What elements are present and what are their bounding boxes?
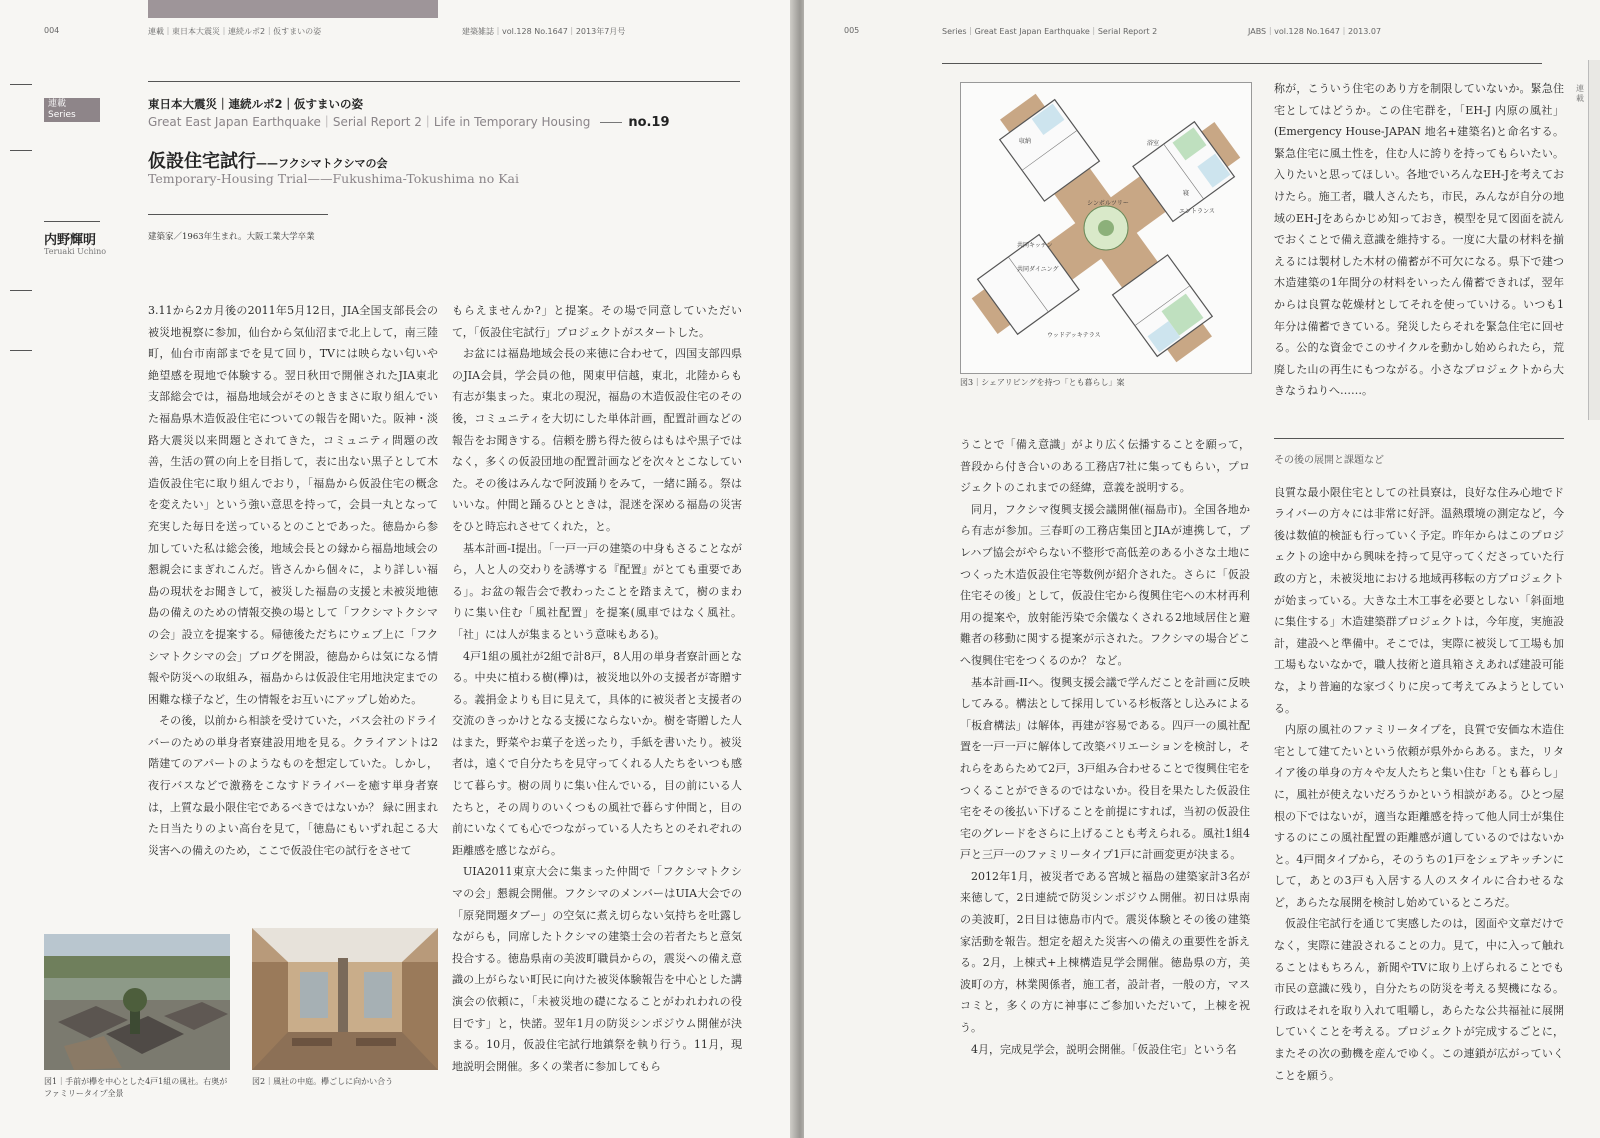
right-body-column-1 xyxy=(960,434,1250,1060)
paragraph: 同月，フクシマ復興支援会議開催(福島市)。全国各地から有志が参加。三春町の工務店集団とJIAが連携して，プレハブ協会がやらない不整形で高低差のある小さな土地につくった木造仮設住宅等数例が紹介された。さらに「仮設住宅その後」として，仮設住宅から復興住宅への木材再利用の提案や，放射能汚染で余儀なくされる2地域居住と避難者の移動に関する提案が示された。フクシマの場合どこへ復興住宅をつくるのか？ など。 xyxy=(960,502,1250,667)
page-number-right: 005 xyxy=(844,26,860,35)
running-head-journal-en: JABS｜vol.128 No.1647｜2013.07 xyxy=(1248,27,1382,36)
margin-tick xyxy=(10,290,32,291)
paragraph: うことで「備え意識」がより広く伝播することを願って，普段から付き合いのある工務店7社に集ってもらい，プロジェクトのこれまでの経緯，意義を説明する。 xyxy=(960,438,1250,495)
series-title-en: Great East Japan Earthquake｜Serial Report 2｜Life in Temporary Housing xyxy=(148,115,591,129)
series-title-jp: 東日本大震災｜連続ルポ2｜仮すまいの姿 xyxy=(148,97,363,111)
page-edge-tab xyxy=(1588,60,1600,420)
paragraph: UIA2011東京大会に集まった仲間で「フクシマトクシマの会」懇親会開催。フクシマのメンバーはUIA大会での「原発問題タブー」の空気に煮え切らない気持ちを吐露しながらも，同席したトクシマの建築士会の若者たちと意気投合する。徳島県南の美波町職員からの，震災への備え意識の上がらない町民に向けた被災体験報告を中心とした講演会の依頼に，「未被災地の礎になることがわれわれの役目です」と，快諾。翌年1月の防災シンポジウム開催が決まる。10月，仮設住宅試行地鎮祭を執り行う。11月，現地説明会開催。多くの業者に参加してもら xyxy=(452,865,742,1073)
series-badge-jp: 連載 xyxy=(48,99,67,109)
article-title-en: Temporary-Housing Trial——Fukushima-Tokushima no Kai xyxy=(148,171,520,186)
paragraph: 基本計画-I提出。「一戸一戸の建築の中身もさることながら，人と人の交わりを誘導する『配置』がとても重要である」。お盆の報告会で教わったことを踏まえて，樹のまわりに集い住む「風社配置」を提案(風車ではなく風社。「社」には人が集まるという意味もある)。 xyxy=(452,541,742,641)
right-body-column-2-bottom xyxy=(1274,444,1564,1086)
author-name-en: Teruaki Uchino xyxy=(44,247,107,256)
fig2-caption: 図2｜風社の中庭。欅ごしに向かい合う xyxy=(252,1077,394,1086)
author-name-jp: 内野輝明 xyxy=(44,233,97,248)
body-column-1 xyxy=(148,300,438,861)
series-dash xyxy=(600,122,622,123)
paragraph: 仮設住宅試行を通じて実感したのは，図面や文章だけでなく，実際に建設されることの力。見て，中に入って触れることはもちろん，新聞やTVに取り上げられることでも市民の意識に残り，自分たちの防災を考える契機になる。行政はそれを取り入れて咀嚼し，あらたな公共福祉に展開していくことを考える。プロジェクトが完成するごとに，またその次の動機を産んでゆく。この連鎖が広がっていくことを願う。 xyxy=(1274,917,1564,1082)
header-color-bar xyxy=(148,0,438,18)
series-title-en-line xyxy=(148,113,670,130)
section-rule xyxy=(1274,438,1564,439)
fig2-photo-courtyard xyxy=(252,928,438,1070)
paragraph: 基本計画-IIへ。復興支援会議で学んだことを計画に反映してみる。構法として採用している杉板落とし込みによる「板倉構法」は解体，再建が容易である。四戸一の風社配置を一戸一戸に解体して改築バリエーションを検討し，それらをあらためて2戸，3戸組み合わせることで復興住宅をつくることができるのではないか。役目を果たした仮設住宅をその後払い下げることを前提にすれば，当初の仮設住宅のグレードをさらに上げることも考えられる。風社1組4戸と三戸一のファミリータイプ1戸に計画変更が決まる。 xyxy=(960,675,1250,862)
author-rule xyxy=(44,221,100,222)
series-badge xyxy=(44,98,100,122)
article-title xyxy=(148,147,387,173)
paragraph: 称が，こういう住宅のあり方を制限していないか。緊急住宅としてはどうか。この住宅群を，「EH-J 内原の風社」(Emergency House-JAPAN 地名+建築名)と命名する。緊急住宅に風土性を，住む人に誇りを持ってもらいたい。入りたいと思ってほしい。各地でいろんなEH-Jを考えておけたら。施工者，職人さんたち，市民，みんなが自分の地域のEH-Jをあらかじめ知っておき，模型を見て図面を読んでおくことで備え意識を維持する。一度に大量の材料を揃えるには製材した木材の備蓄が不可欠になる。県下で建つ木造建築の1年間分の材料をいったん備蓄できれば，翌年からは良質な乾燥材としてそれを使っていける。いつも1年分は備蓄できている。発災したらそれを緊急住宅に回せる。公的な資金でこのサイクルを動かし始められたら，荒廃した山の再生にもつながる。小さなプロジェクトから大きなうねりへ……。 xyxy=(1274,82,1564,398)
bio-rule xyxy=(148,214,328,215)
running-head-series-en: Series｜Great East Japan Earthquake｜Serial Report 2 xyxy=(942,27,1158,36)
paragraph: 3.11から2カ月後の2011年5月12日，JIA全国支部長会の被災地視察に参加，仙台から気仙沼まで北上して，南三陸町，仙台市南部までを見て回り，TVには映らない匂いや絶望感を現地で体験する。翌日秋田で開催されたJIA東北支部総会では，福島地域会がそのときまさに取り組んでいた福島県木造仮設住宅についての報告を聞いた。阪神・淡路大震災以来問題とされてきた，コミュニティ問題の改善，生活の質の向上を目指して，表に出ない黒子として木造仮設住宅に取り組んでおり，「福島から仮設住宅の概念を変えたい」という強い意思を持って，会員一丸となって充実した毎日を送っているとのことであった。徳島から参加していた私は総会後，地域会長との縁から福島地域会の懇親会にまぎれこんだ。皆さんから個々に，より詳しい福島の現状をお聞きして，被災した福島の支援と未被災地徳島の備えのための情報交換の場として「フクシマトクシマの会」設立を提案する。帰徳後ただちにウェブ上に「フクシマトクシマの会」ブログを開設，徳島からは気になる情報や防災への取組み，福島からは仮設住宅用地決定までの困難な様子など，生の情報をお互いにアップし始めた。 xyxy=(148,304,438,706)
paragraph: もらえませんか?」と提案。その場で同意していただいて，「仮設住宅試行」プロジェクトがスタートした。 xyxy=(452,304,742,339)
fig3-floor-plan xyxy=(960,82,1252,374)
plan-label-symbol-tree: シンボルツリー xyxy=(1087,200,1129,207)
fig3-caption: 図3｜シェアリビングを持つ「とも暮らし」案 xyxy=(960,378,1125,387)
margin-tick xyxy=(10,150,32,151)
article-title-main: 仮設住宅試行 xyxy=(148,151,256,172)
plan-label-kitchen: 共同キッチン xyxy=(1017,242,1053,249)
margin-tick xyxy=(10,84,32,85)
plan-label-wood-deck: ウッドデッキテラス xyxy=(1047,332,1101,339)
body-column-2 xyxy=(452,300,742,1077)
margin-tick xyxy=(10,350,32,351)
plan-label-bath: 浴室 xyxy=(1147,140,1160,147)
plan-label-entry: エントランス xyxy=(1179,208,1215,215)
paragraph: 4戸1組の風社が2組で計8戸，8人用の単身者寮計画となる。中央に植わる樹(欅)は，被災地以外の支援者が寄贈する。義捐金よりも目に見えて，具体的に被災者と支援者の交流のきっかけとなる支援にならないか。樹を寄贈した人はまた，野菜やお菓子を送ったり，手紙を書いたり。被災者は，遠くで自分たちを見守ってくれる人たちをいつも感じて暮らす。樹の周りに集い住んでいる，目の前にいる人たちと，その周りのいくつもの風社で暮らす仲間と，目の前にいなくても心でつながっている人たちとのそれぞれの距離感を感じながら。 xyxy=(452,649,742,857)
plan-label-storage: 収納 xyxy=(1019,138,1032,145)
running-head-journal: 建築雑誌｜vol.128 No.1647｜2013年7月号 xyxy=(462,27,626,36)
fig1-photo-houses xyxy=(44,934,230,1070)
header-rule xyxy=(148,81,740,82)
plan-label-dining: 共同ダイニング xyxy=(1017,266,1059,273)
article-title-sub: ——フクシマトクシマの会 xyxy=(256,157,388,170)
fig1-caption: 図1｜手前が欅を中心とした4戸1組の風社。右奥がファミリータイプ全景 xyxy=(44,1077,228,1098)
paragraph: 2012年1月，被災者である宮城と福島の建築家計3名が来徳して，2日連続で防災シンポジウム開催。初日は県南の美波町，2日目は徳島市内で。震災体験とその後の建築家活動を報告。想定を超えた災害への備えの重要性を訴える。2月，上棟式+上棟構造見学会開催。徳島県の方，美波町の方，林業関係者，施工者，設計者，一般の方，マスコミと，多くの方に神事にご参加いただいて，上棟を祝う。 xyxy=(960,869,1250,1035)
paragraph: 内原の風社のファミリータイプを，良質で安価な木造住宅として建てたいという依頼が県外からある。また，リタイア後の単身の方々や友人たちと集い住む「とも暮らし」に，風社が使えないだろうかという相談がある。ひとつ屋根の下ではないが，適当な距離感を持って他人同士が集住するのにこの風社配置の距離感が適しているのではないかと。4戸間タイプから，そのうちの1戸をシェアキッチンにして，あとの3戸も入居する人のスタイルに合わせるなど，あらたな展開を検討し始めているところだ。 xyxy=(1274,723,1564,909)
paragraph: 良質な最小限住宅としての社員寮は，良好な住み心地でドライバーの方々には非常に好評。温熱環境の測定など，今後は数値的検証も行っていく予定。昨年からはこのプロジェクトの途中から興味を持って見守ってくださっていた行政の方と，未被災地における地域再移転の方プロジェクトが始まっている。大きな土木工事を必要としない「斜面地に集住する」木造建築群プロジェクトは，今年度，実施設計，建設へと準備中。そこでは，実際に被災して工場も加工場もないなかで，職人技術と道具箱さえあれば建設可能な，より普遍的な家づくりに戻って考えてみようとしている。 xyxy=(1274,485,1564,715)
author-bio: 建築家／1963年生まれ。大阪工業大学卒業 xyxy=(148,232,315,242)
side-label-series: 連載 xyxy=(1576,84,1584,103)
left-page xyxy=(0,0,796,1138)
paragraph: その後，以前から相談を受けていた，バス会社のドライバーのための単身者寮建設用地を見る。クライアントは2階建てのアパートのようなものを想定していた。しかし，夜行バスなどで激務をこなすドライバーを癒す単身者寮は，上質な最小限住宅であるべきではないか？ 緑に囲まれた日当たりのよい高台を見て，「徳島にもいずれ起こる大災害への備えのため，ここで仮設住宅の試行をさせて xyxy=(148,714,438,857)
right-body-column-2-top xyxy=(1274,78,1564,402)
paragraph: お盆には福島地域会長の来徳に合わせて，四国支部四県のJIA会員，学会員の他，関東甲信越，東北，北陸からも有志が集まった。東北の現況，福島の木造仮設住宅のその後，コミュニティを大切にした単体計画，配置計画などの報告をお聞きする。信頼を勝ち得た彼らはもはや黒子ではなく，多くの仮設団地の配置計画などを次々とこなしていた。その後はみんなで阿波踊りをみて，一緒に踊る。祭はいいな。仲間と踊るひとときは，混迷を深める福島の災害をひと時忘れさせてくれた，と。 xyxy=(452,347,742,533)
header-rule xyxy=(942,63,1542,64)
paragraph: 4月，完成見学会，説明会開催。「仮設住宅」という名 xyxy=(971,1042,1237,1056)
running-head-series: 連載｜東日本大震災｜連続ルポ2｜仮すまいの姿 xyxy=(148,27,322,36)
series-badge-en: Series xyxy=(48,110,76,120)
section-heading: その後の展開と課題など xyxy=(1274,455,1384,466)
series-number: no.19 xyxy=(628,115,670,130)
page-number-left: 004 xyxy=(44,26,60,35)
plan-label-bed: 寝 xyxy=(1183,190,1190,197)
